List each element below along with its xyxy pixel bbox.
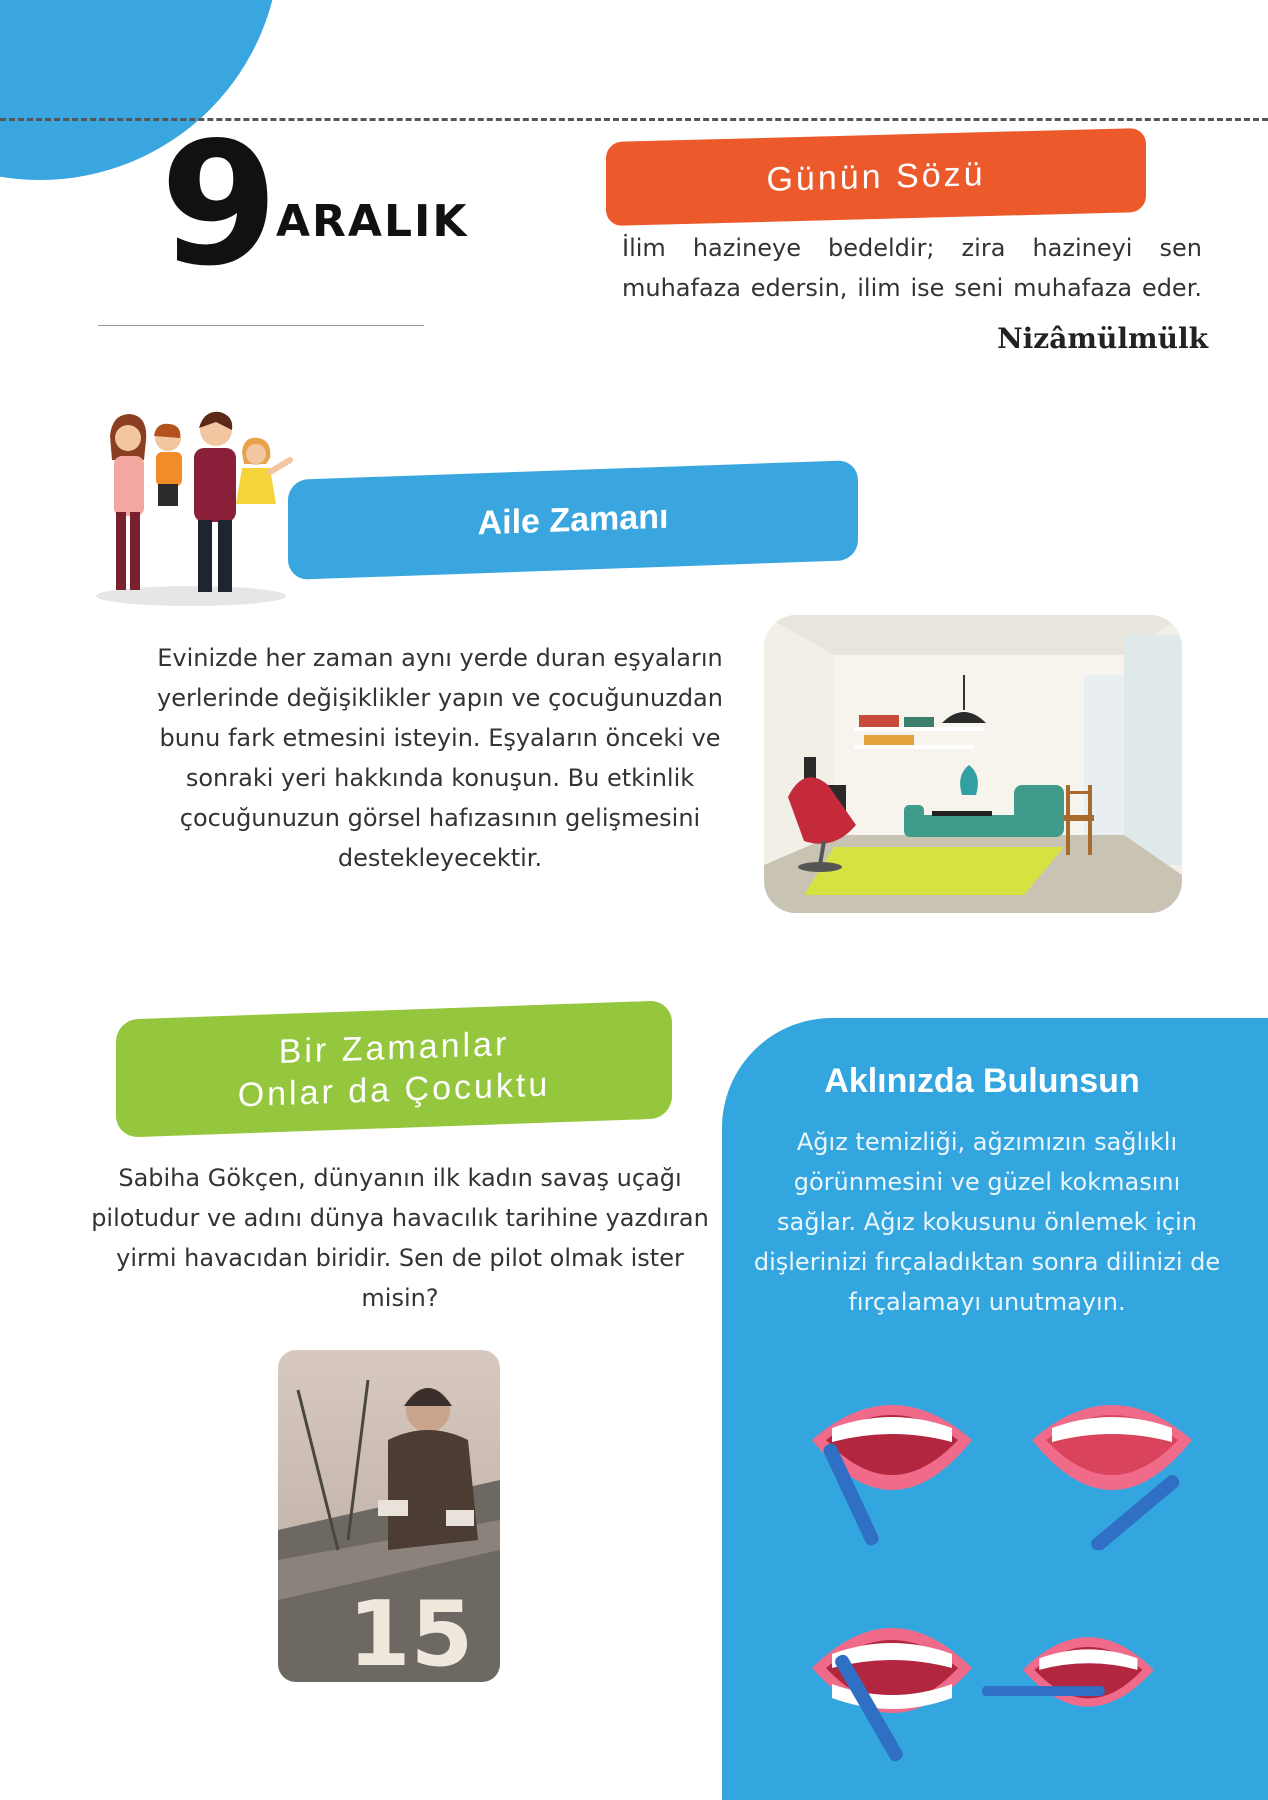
remember-text: Ağız temizliği, ağzımızın sağlıklı görünmesini ve güzel kokmasını sağlar. Ağız kokusunu önlemek için dişlerinizi fırçaladıktan sonra dilinizi de fırçalamayı unutmayın. xyxy=(753,1128,1221,1316)
family-illustration xyxy=(86,400,296,610)
living-room-illustration xyxy=(764,615,1182,913)
photo-number: 15 xyxy=(348,1582,474,1682)
family-time-text: Evinizde her zaman aynı yerde duran eşyaların yerlerinde değişiklikler yapın ve çocuğunuzdan bunu fark etmesini isteyin. Eşyaların önceki ve sonraki yeri hakkında konuşun. Bu etkinlik çocuğunuzun görsel hafızasının gelişmesini destekleyecektir. xyxy=(157,644,723,872)
mouth-brushing-illustration xyxy=(982,1588,1162,1768)
pilot-photo xyxy=(278,1350,500,1682)
quote-author: Nizâmülmülk xyxy=(997,322,1208,355)
once-upon-banner xyxy=(116,1000,672,1137)
once-upon-title-line2: Onlar da Çocuktu xyxy=(237,1065,551,1115)
mouth-brushing-illustration xyxy=(802,1588,982,1768)
remember-title: Aklınızda Bulunsun xyxy=(824,1062,1140,1100)
quote-banner xyxy=(606,128,1146,226)
quote-title: Günün Sözü xyxy=(766,154,986,199)
remember-panel xyxy=(722,1018,1268,1800)
mouth-brushing-illustration xyxy=(802,1370,982,1550)
family-time-banner xyxy=(288,460,858,580)
date-month: ARALIK xyxy=(276,196,469,247)
date-underline xyxy=(98,325,424,326)
quote-text: İlim hazineye bedeldir; zira hazineyi sen muhafaza edersin, ilim ise seni muhafaza eder. xyxy=(622,234,1202,302)
once-upon-text: Sabiha Gökçen, dünyanın ilk kadın savaş uçağı pilotudur ve adını dünya havacılık tarihine yazdıran yirmi havacıdan biridir. Sen de pilot olmak ister misin? xyxy=(91,1164,709,1312)
date-day: 9 xyxy=(160,106,279,304)
once-upon-title-line1: Bir Zamanlar xyxy=(278,1024,510,1072)
mouth-brushing-illustration xyxy=(1022,1370,1202,1550)
family-time-title: Aile Zamanı xyxy=(477,497,669,542)
